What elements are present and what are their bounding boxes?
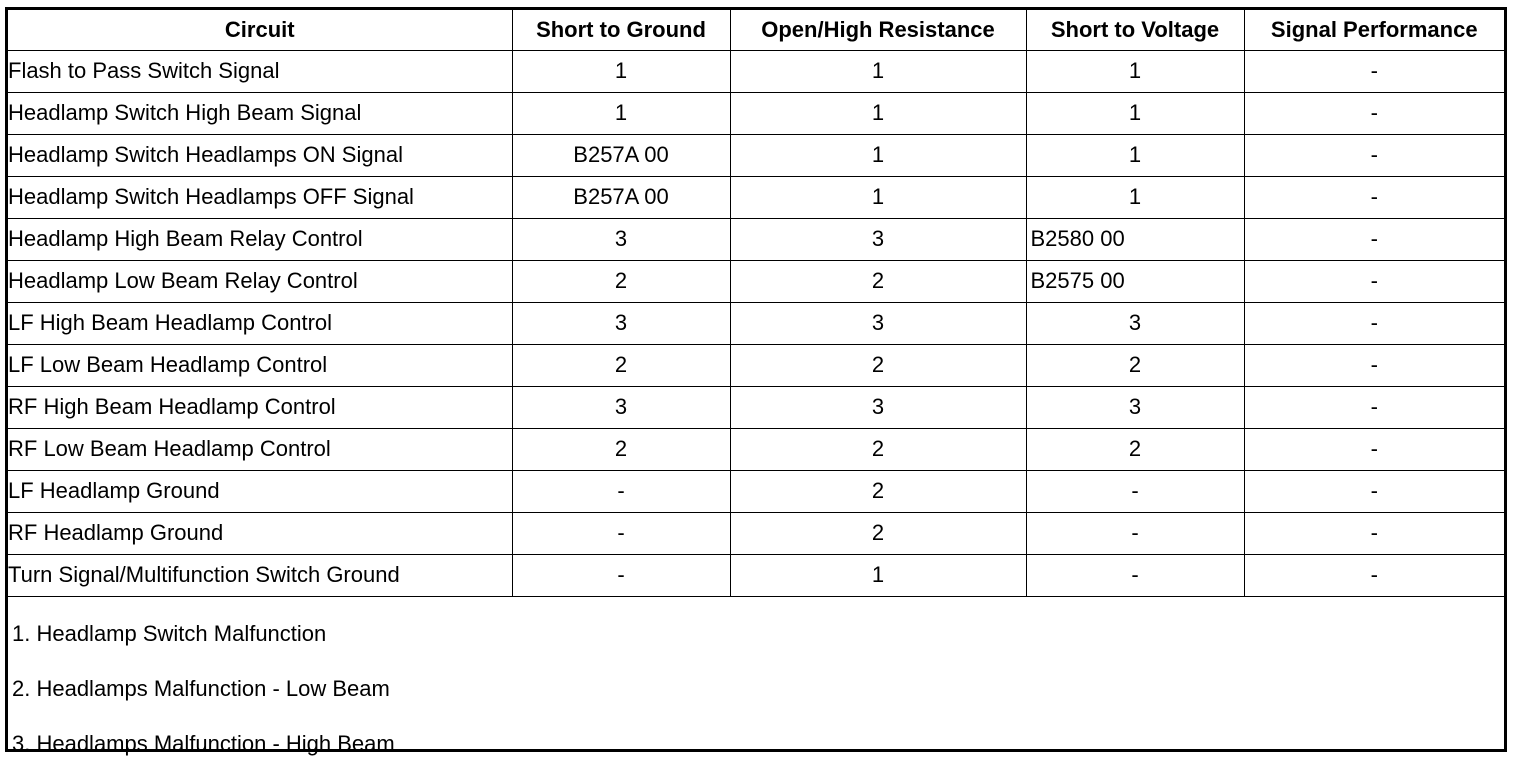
short-to-ground-cell: B257A 00 [512, 134, 730, 176]
open-high-resistance-cell: 2 [730, 470, 1026, 512]
open-high-resistance-cell: 1 [730, 134, 1026, 176]
circuit-cell: Flash to Pass Switch Signal [8, 50, 512, 92]
open-high-resistance-cell: 3 [730, 302, 1026, 344]
signal-performance-cell: - [1244, 344, 1504, 386]
footnote-3: 3. Headlamps Malfunction - High Beam [12, 731, 395, 756]
circuit-cell: LF Headlamp Ground [8, 470, 512, 512]
signal-performance-cell: - [1244, 92, 1504, 134]
short-to-ground-cell: - [512, 470, 730, 512]
short-to-voltage-cell: - [1026, 512, 1244, 554]
short-to-ground-cell: 3 [512, 386, 730, 428]
table-row [8, 92, 1504, 134]
table-row [8, 470, 1504, 512]
circuit-diagnostic-table [8, 10, 1504, 597]
short-to-ground-cell: 1 [512, 92, 730, 134]
table-row [8, 512, 1504, 554]
signal-performance-cell: - [1244, 302, 1504, 344]
circuit-cell: Headlamp Switch Headlamps OFF Signal [8, 176, 512, 218]
circuit-cell: Turn Signal/Multifunction Switch Ground [8, 554, 512, 596]
open-high-resistance-cell: 2 [730, 428, 1026, 470]
short-to-ground-cell: 3 [512, 302, 730, 344]
short-to-ground-cell: 2 [512, 344, 730, 386]
circuit-cell: RF High Beam Headlamp Control [8, 386, 512, 428]
circuit-cell: Headlamp High Beam Relay Control [8, 218, 512, 260]
signal-performance-cell: - [1244, 512, 1504, 554]
header-circuit: Circuit [8, 10, 512, 50]
short-to-ground-cell: - [512, 554, 730, 596]
diagnostic-table-sheet [5, 7, 1507, 756]
short-to-voltage-cell: - [1026, 470, 1244, 512]
short-to-voltage-cell: 2 [1026, 344, 1244, 386]
signal-performance-cell: - [1244, 176, 1504, 218]
short-to-ground-cell: 2 [512, 260, 730, 302]
short-to-voltage-cell: - [1026, 554, 1244, 596]
table-row [8, 134, 1504, 176]
signal-performance-cell: - [1244, 554, 1504, 596]
signal-performance-cell: - [1244, 134, 1504, 176]
table-row [8, 344, 1504, 386]
short-to-ground-cell: B257A 00 [512, 176, 730, 218]
signal-performance-cell: - [1244, 470, 1504, 512]
short-to-voltage-cell: B2580 00 [1026, 218, 1244, 260]
open-high-resistance-cell: 2 [730, 260, 1026, 302]
header-open-high-resistance: Open/High Resistance [730, 10, 1026, 50]
circuit-cell: Headlamp Low Beam Relay Control [8, 260, 512, 302]
table-row [8, 428, 1504, 470]
table-row [8, 176, 1504, 218]
open-high-resistance-cell: 2 [730, 512, 1026, 554]
open-high-resistance-cell: 1 [730, 92, 1026, 134]
footnote-1: 1. Headlamp Switch Malfunction [12, 621, 327, 646]
short-to-voltage-cell: 3 [1026, 386, 1244, 428]
short-to-ground-cell: 2 [512, 428, 730, 470]
footnote-2: 2. Headlamps Malfunction - Low Beam [12, 676, 390, 701]
short-to-voltage-cell: 3 [1026, 302, 1244, 344]
signal-performance-cell: - [1244, 428, 1504, 470]
circuit-cell: RF Low Beam Headlamp Control [8, 428, 512, 470]
table-row [8, 386, 1504, 428]
table-row [8, 554, 1504, 596]
table-row [8, 260, 1504, 302]
header-short-to-ground: Short to Ground [512, 10, 730, 50]
circuit-cell: RF Headlamp Ground [8, 512, 512, 554]
short-to-voltage-cell: 1 [1026, 92, 1244, 134]
table-row [8, 50, 1504, 92]
open-high-resistance-cell: 3 [730, 386, 1026, 428]
open-high-resistance-cell: 1 [730, 50, 1026, 92]
circuit-cell: Headlamp Switch High Beam Signal [8, 92, 512, 134]
short-to-ground-cell: - [512, 512, 730, 554]
header-short-to-voltage: Short to Voltage [1026, 10, 1244, 50]
signal-performance-cell: - [1244, 386, 1504, 428]
open-high-resistance-cell: 1 [730, 176, 1026, 218]
short-to-voltage-cell: 1 [1026, 50, 1244, 92]
table-header-row [8, 10, 1504, 50]
table-row [8, 302, 1504, 344]
header-signal-performance: Signal Performance [1244, 10, 1504, 50]
signal-performance-cell: - [1244, 260, 1504, 302]
signal-performance-cell: - [1244, 218, 1504, 260]
short-to-ground-cell: 3 [512, 218, 730, 260]
table-row [8, 218, 1504, 260]
short-to-voltage-cell: B2575 00 [1026, 260, 1244, 302]
short-to-voltage-cell: 1 [1026, 176, 1244, 218]
short-to-voltage-cell: 2 [1026, 428, 1244, 470]
short-to-voltage-cell: 1 [1026, 134, 1244, 176]
open-high-resistance-cell: 3 [730, 218, 1026, 260]
short-to-ground-cell: 1 [512, 50, 730, 92]
open-high-resistance-cell: 1 [730, 554, 1026, 596]
open-high-resistance-cell: 2 [730, 344, 1026, 386]
signal-performance-cell: - [1244, 50, 1504, 92]
circuit-cell: LF High Beam Headlamp Control [8, 302, 512, 344]
circuit-cell: LF Low Beam Headlamp Control [8, 344, 512, 386]
circuit-cell: Headlamp Switch Headlamps ON Signal [8, 134, 512, 176]
